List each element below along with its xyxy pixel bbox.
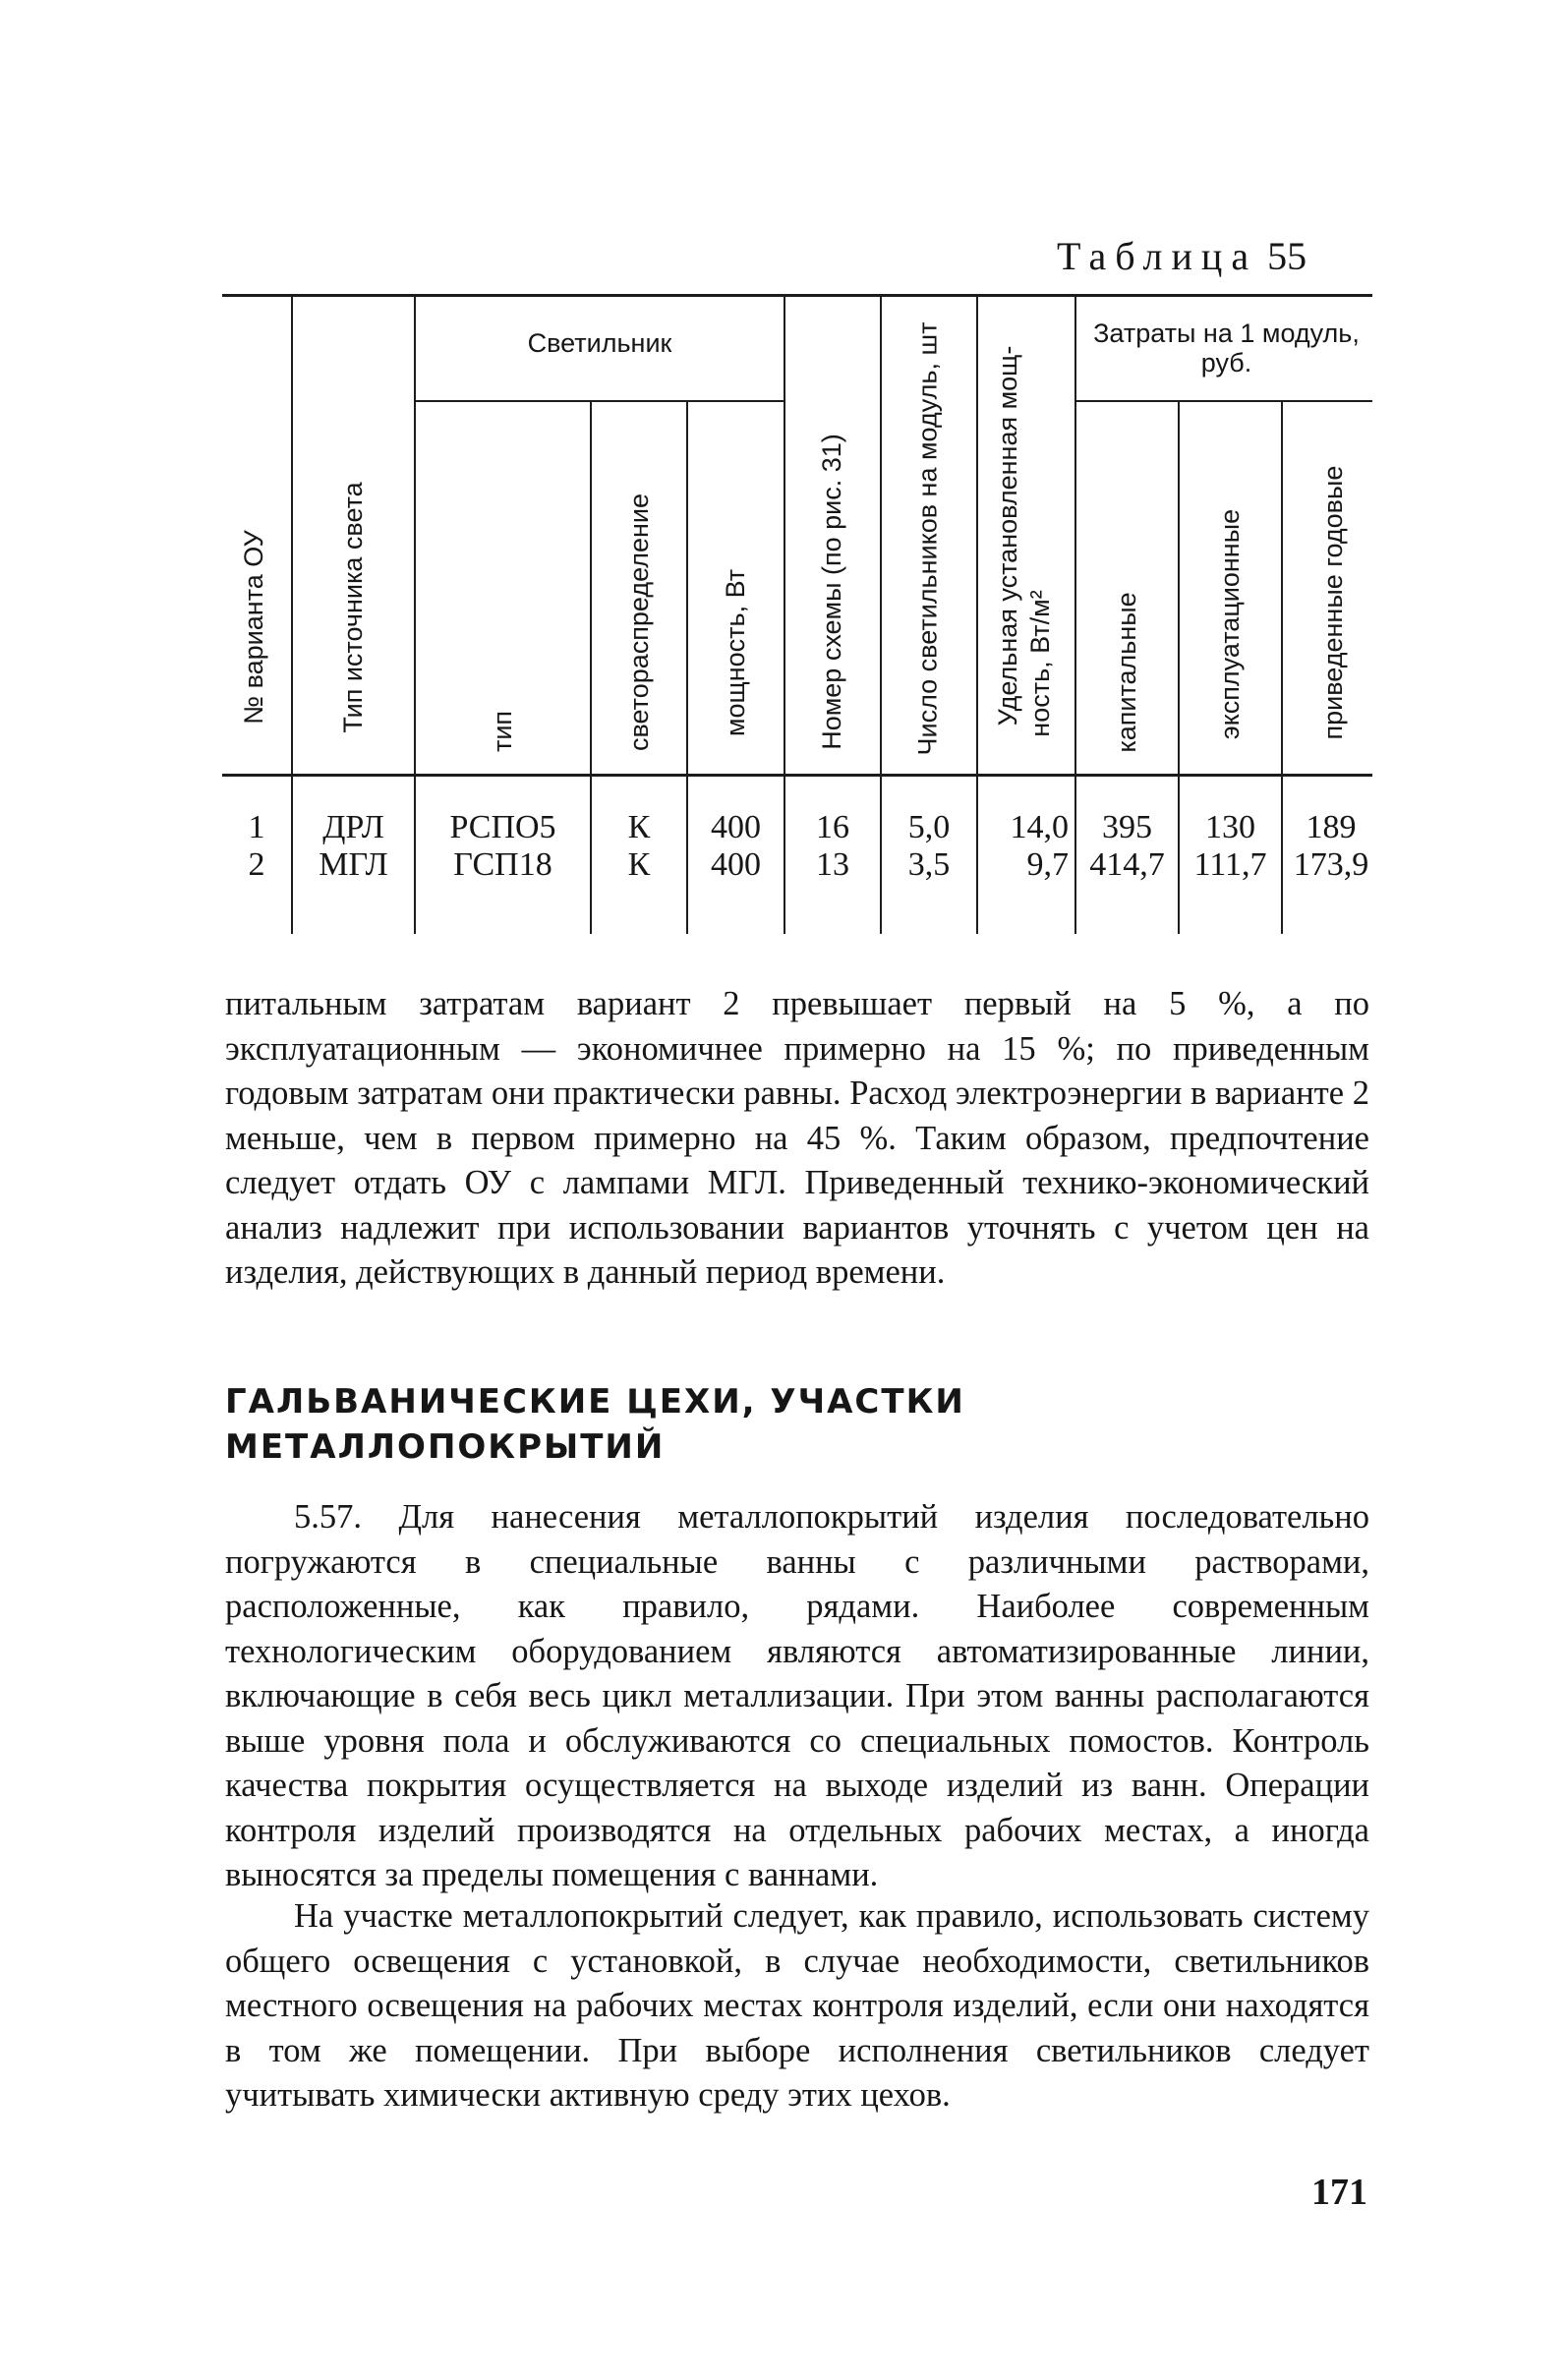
- table-row-1-annual: 189: [1306, 809, 1357, 845]
- table-row-2-type: ГСП18: [453, 846, 552, 883]
- table-caption-number: 55: [1267, 234, 1307, 278]
- header-distribution: светораспределение: [624, 493, 654, 751]
- table-row-2-capital: 414,7: [1089, 846, 1165, 883]
- paragraph-5-57: [225, 1495, 1369, 1898]
- table-row-2-scheme: 13: [816, 846, 849, 883]
- table-row-1-scheme: 16: [816, 809, 849, 845]
- section-heading-line-2: МЕТАЛЛОПОКРЫТИЙ: [225, 1427, 666, 1467]
- paragraph-continued: питальным затратам вариант 2 превышает первый на 5 %, а по эксплуатационным — экономичнее примерно на 15 %; по приведенным годовым затратам они практически равны. Расход электроэнергии в варианте 2 меньше, чем в первом примерно на 45 %. Таким образом, предпочтение следует отдать ОУ с лампами МГЛ. Приведенный технико-экономический анализ надлежит при использовании вариантов уточнять с учетом цен на изделия, действующих в данный период времени.: [225, 985, 1369, 1291]
- header-variant: № варианта ОУ: [239, 530, 268, 725]
- header-count: Число светильников на модуль, шт: [912, 321, 943, 756]
- table-row-1-specific-power: 14,0: [1010, 809, 1069, 845]
- table-row-1-type: РСПО5: [449, 809, 556, 845]
- table-row-2-count: 3,5: [907, 846, 951, 883]
- table-row-1-power: 400: [711, 809, 761, 845]
- table-row-2-operating: 111,7: [1193, 846, 1267, 883]
- header-specific-power-line1: Удельная установленная мощ-: [993, 345, 1022, 726]
- data-table: [0, 0, 1568, 983]
- table-row-1-source: ДРЛ: [322, 809, 384, 845]
- costs-subheader-rule: [1076, 400, 1372, 402]
- table-row-2-specific-power: 9,7: [1026, 846, 1069, 883]
- table-row-1-operating: 130: [1205, 809, 1255, 845]
- table-caption-word: Таблица: [1057, 234, 1258, 278]
- paragraph-lighting-text: На участке металлопокрытий следует, как правило, использовать систему общего освещения с установкой, в случае необходимости, светильников местного освещения на рабочих местах контроля изделий, если они находятся в том же помещении. При выборе исполнения светильников следует учитывать химически активную среду этих цехов.: [225, 1897, 1369, 2114]
- table-top-rule: [222, 294, 1372, 297]
- header-costs: Затраты на 1 модуль, руб.: [1093, 319, 1360, 377]
- table-row-2-source: МГЛ: [319, 846, 388, 883]
- header-specific-power-line2: ность, Вт/м²: [1025, 590, 1055, 737]
- table-row-2-annual: 173,9: [1293, 846, 1369, 883]
- table-row-2-distribution: К: [627, 846, 651, 883]
- luminaire-subheader-rule: [416, 400, 784, 402]
- paragraph-lighting: [225, 1894, 1369, 2119]
- section-heading: [225, 1379, 1369, 1470]
- table-row-1-variant: 1: [248, 809, 265, 845]
- header-power: мощность, Вт: [721, 568, 750, 737]
- header-luminaire-type: тип: [488, 710, 517, 753]
- header-operating: эксплуатационные: [1215, 508, 1245, 740]
- table-row-1-count: 5,0: [907, 809, 951, 845]
- header-luminaire: Светильник: [527, 328, 672, 358]
- table-row-2-power: 400: [711, 846, 761, 883]
- table-row-1-distribution: К: [627, 809, 651, 845]
- header-annual: приведенные годовые: [1318, 465, 1348, 740]
- paragraph-5-57-text: Для нанесения металлопокрытий изделия последовательно погружаются в специальные ванны с различными растворами, расположенные, как правило, рядами. Наиболее современным технологическим оборудованием являются автоматизированные линии, включающие в себя весь цикл металлизации. При этом ванны располагаются выше уровня пола и обслуживаются со специальных помостов. Контроль качества покрытия осуществляется на выходе изделий из ванн. Операции контроля изделий производятся на отдельных рабочих местах, а иногда выносятся за пределы помещения с ваннами.: [225, 1498, 1370, 1893]
- page-number: 171: [1311, 2172, 1367, 2213]
- table-row-2-variant: 2: [248, 846, 265, 883]
- header-source: Тип источника света: [338, 482, 368, 733]
- header-capital: капитальные: [1112, 592, 1141, 753]
- paragraph-number: 5.57.: [294, 1498, 362, 1536]
- section-heading-line-1: ГАЛЬВАНИЧЕСКИЕ ЦЕХИ, УЧАСТКИ: [225, 1382, 965, 1422]
- header-scheme: Номер схемы (по рис. 31): [817, 434, 846, 750]
- table-row-1-capital: 395: [1102, 809, 1152, 845]
- header-bottom-rule: [222, 774, 1372, 777]
